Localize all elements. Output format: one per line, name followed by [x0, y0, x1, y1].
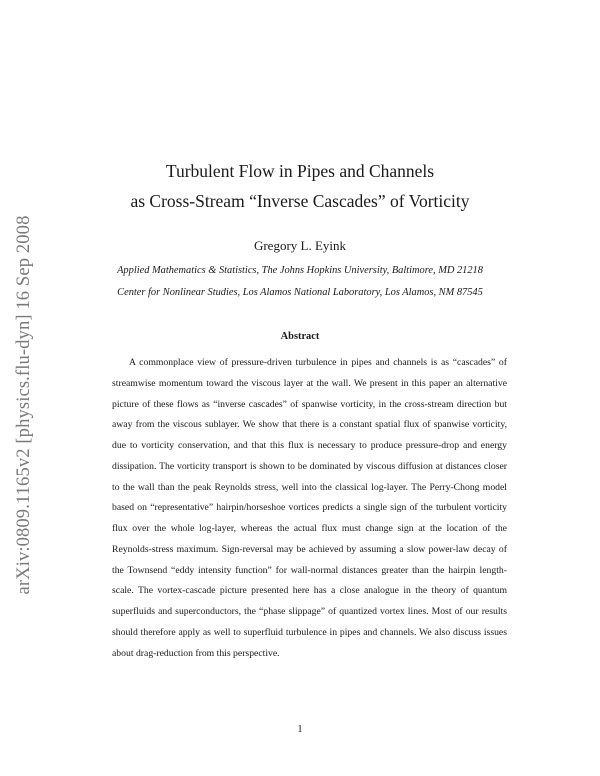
- abstract-body: A commonplace view of pressure-driven turbulence in pipes and channels is as “cascades” of streamwise momentum toward the viscous layer at the wall. We present in this paper an alternative picture of these flows as “inverse cascades” of spanwise vorticity, in the cross-stream direction but away from the viscous sublayer. We show that there is a constant spatial flux of spanwise vorticity, due to vorticity conservation, and that this flux is necessary to produce pressure-drop and energy dissipation. The vorticity transport is shown to be dominated by viscous diffusion at distances closer to the wall than the peak Reynolds stress, well into the classical log-layer. The Perry-Chong model based on “representative” hairpin/horseshoe vortices predicts a single sign of the turbulent vorticity flux over the whole log-layer, whereas the actual flux must change sign at the location of the Reynolds-stress maximum. Sign-reversal may be achieved by assuming a slow power-law decay of the Townsend “eddy intensity function” for wall-normal distances greater than the hairpin length-scale. The vortex-cascade picture presented here has a close analogue in the theory of quantum superfluids and superconductors, the “phase slippage” of quantized vortex lines. Most of our results should therefore apply as well to superfluid turbulence in pipes and channels. We also discuss issues about drag-reduction from this perspective.: [112, 357, 507, 659]
- abstract-heading: Abstract: [280, 331, 320, 342]
- affiliation-1: Applied Mathematics & Statistics, The Johns Hopkins University, Baltimore, MD 21218: [117, 265, 483, 276]
- arxiv-identifier-stamp: arXiv:0809.1165v2 [physics.flu-dyn] 16 Sep 2008: [13, 215, 34, 595]
- paper-title-line-2: as Cross-Stream “Inverse Cascades” of Vorticity: [130, 191, 470, 211]
- author-name: Gregory L. Eyink: [253, 238, 347, 253]
- affiliation-2: Center for Nonlinear Studies, Los Alamos National Laboratory, Los Alamos, NM 87545: [117, 287, 483, 298]
- paper-title-line-1: Turbulent Flow in Pipes and Channels: [165, 161, 435, 181]
- page-number: 1: [297, 724, 303, 735]
